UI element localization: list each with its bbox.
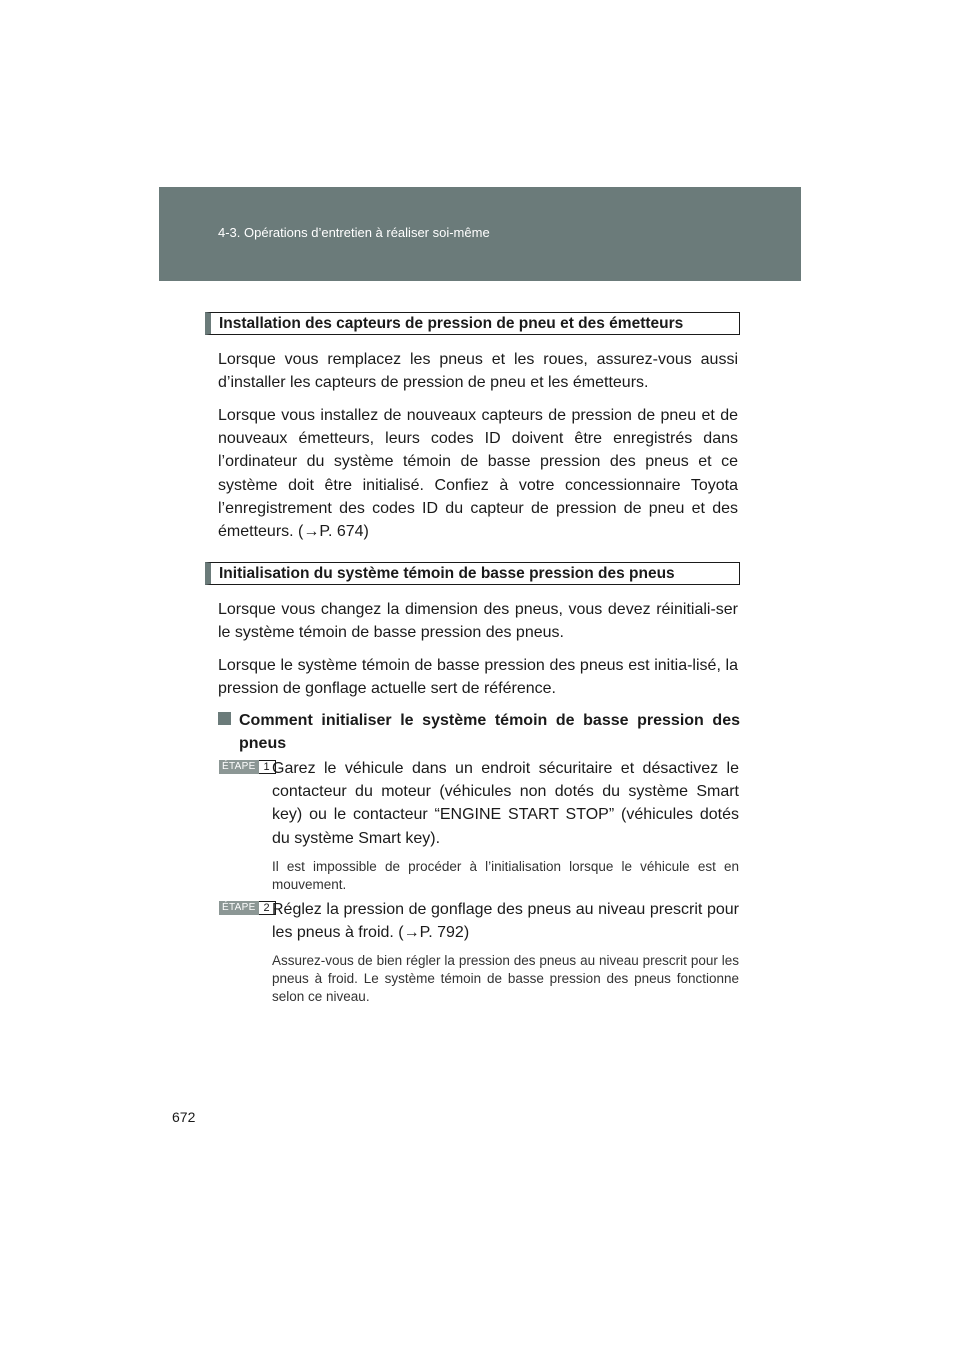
step-1-badge <box>219 760 276 774</box>
step-2-note: Assurez-vous de bien régler la pression des pneus au niveau prescrit pour les pneus à froid. Le système témoin de basse pression des pneus fonctionne selon ce niveau. <box>272 953 739 1005</box>
step-label: ÉTAPE <box>219 760 259 774</box>
step-1 <box>219 757 739 894</box>
procedure-subheading-text: Comment initialiser le système témoin de basse pression des pneus <box>239 712 740 753</box>
procedure-subheading <box>218 709 740 755</box>
step-number: 1 <box>259 760 276 774</box>
paragraph-change-tire-size: Lorsque vous changez la dimension des pneus, vous devez réinitiali-ser le système témoin de basse pression des pneus. <box>218 601 738 642</box>
page-number: 672 <box>172 1109 196 1125</box>
chapter-header-band <box>159 187 801 281</box>
step-2 <box>219 898 739 1006</box>
step-2-badge <box>219 901 276 915</box>
section-heading-initialization: Initialisation du système témoin de basse pression des pneus <box>205 562 740 585</box>
step-1-note: Il est impossible de procéder à l’initialisation lorsque le véhicule est en mouvement. <box>272 858 739 892</box>
paragraph-replace-tires: Lorsque vous remplacez les pneus et les roues, assurez-vous aussi d’installer les capteurs de pression de pneu et les émetteurs. <box>218 351 738 392</box>
square-bullet-icon <box>218 712 231 725</box>
step-2-text: Réglez la pression de gonflage des pneus au niveau prescrit pour les pneus à froid. (→P. 792) <box>272 901 739 942</box>
step-1-text: Garez le véhicule dans un endroit sécuritaire et désactivez le contacteur du moteur (véhicules non dotés du système Smart key) ou le contacteur “ENGINE START STOP” (véhicules dotés du système Smart key). <box>272 760 739 847</box>
chapter-title: 4-3. Opérations d’entretien à réaliser soi-même <box>218 225 490 240</box>
section-heading-sensor-installation: Installation des capteurs de pression de pneu et des émetteurs <box>205 312 740 335</box>
step-label: ÉTAPE <box>219 901 259 915</box>
paragraph-reference-pressure: Lorsque le système témoin de basse pression des pneus est initia-lisé, la pression de gonflage actuelle sert de référence. <box>218 657 738 698</box>
paragraph-register-id-codes: Lorsque vous installez de nouveaux capteurs de pression de pneu et de nouveaux émetteurs, leurs codes ID doivent être enregistrés dans l’ordinateur du système témoin de basse pression des pneus et ce système doit être initialisé. Confiez à votre concessionnaire Toyota l’enregistrement des codes ID du capteur de pression de pneu et des émetteurs. (→P. 674) <box>218 407 738 541</box>
step-number: 2 <box>259 901 276 915</box>
